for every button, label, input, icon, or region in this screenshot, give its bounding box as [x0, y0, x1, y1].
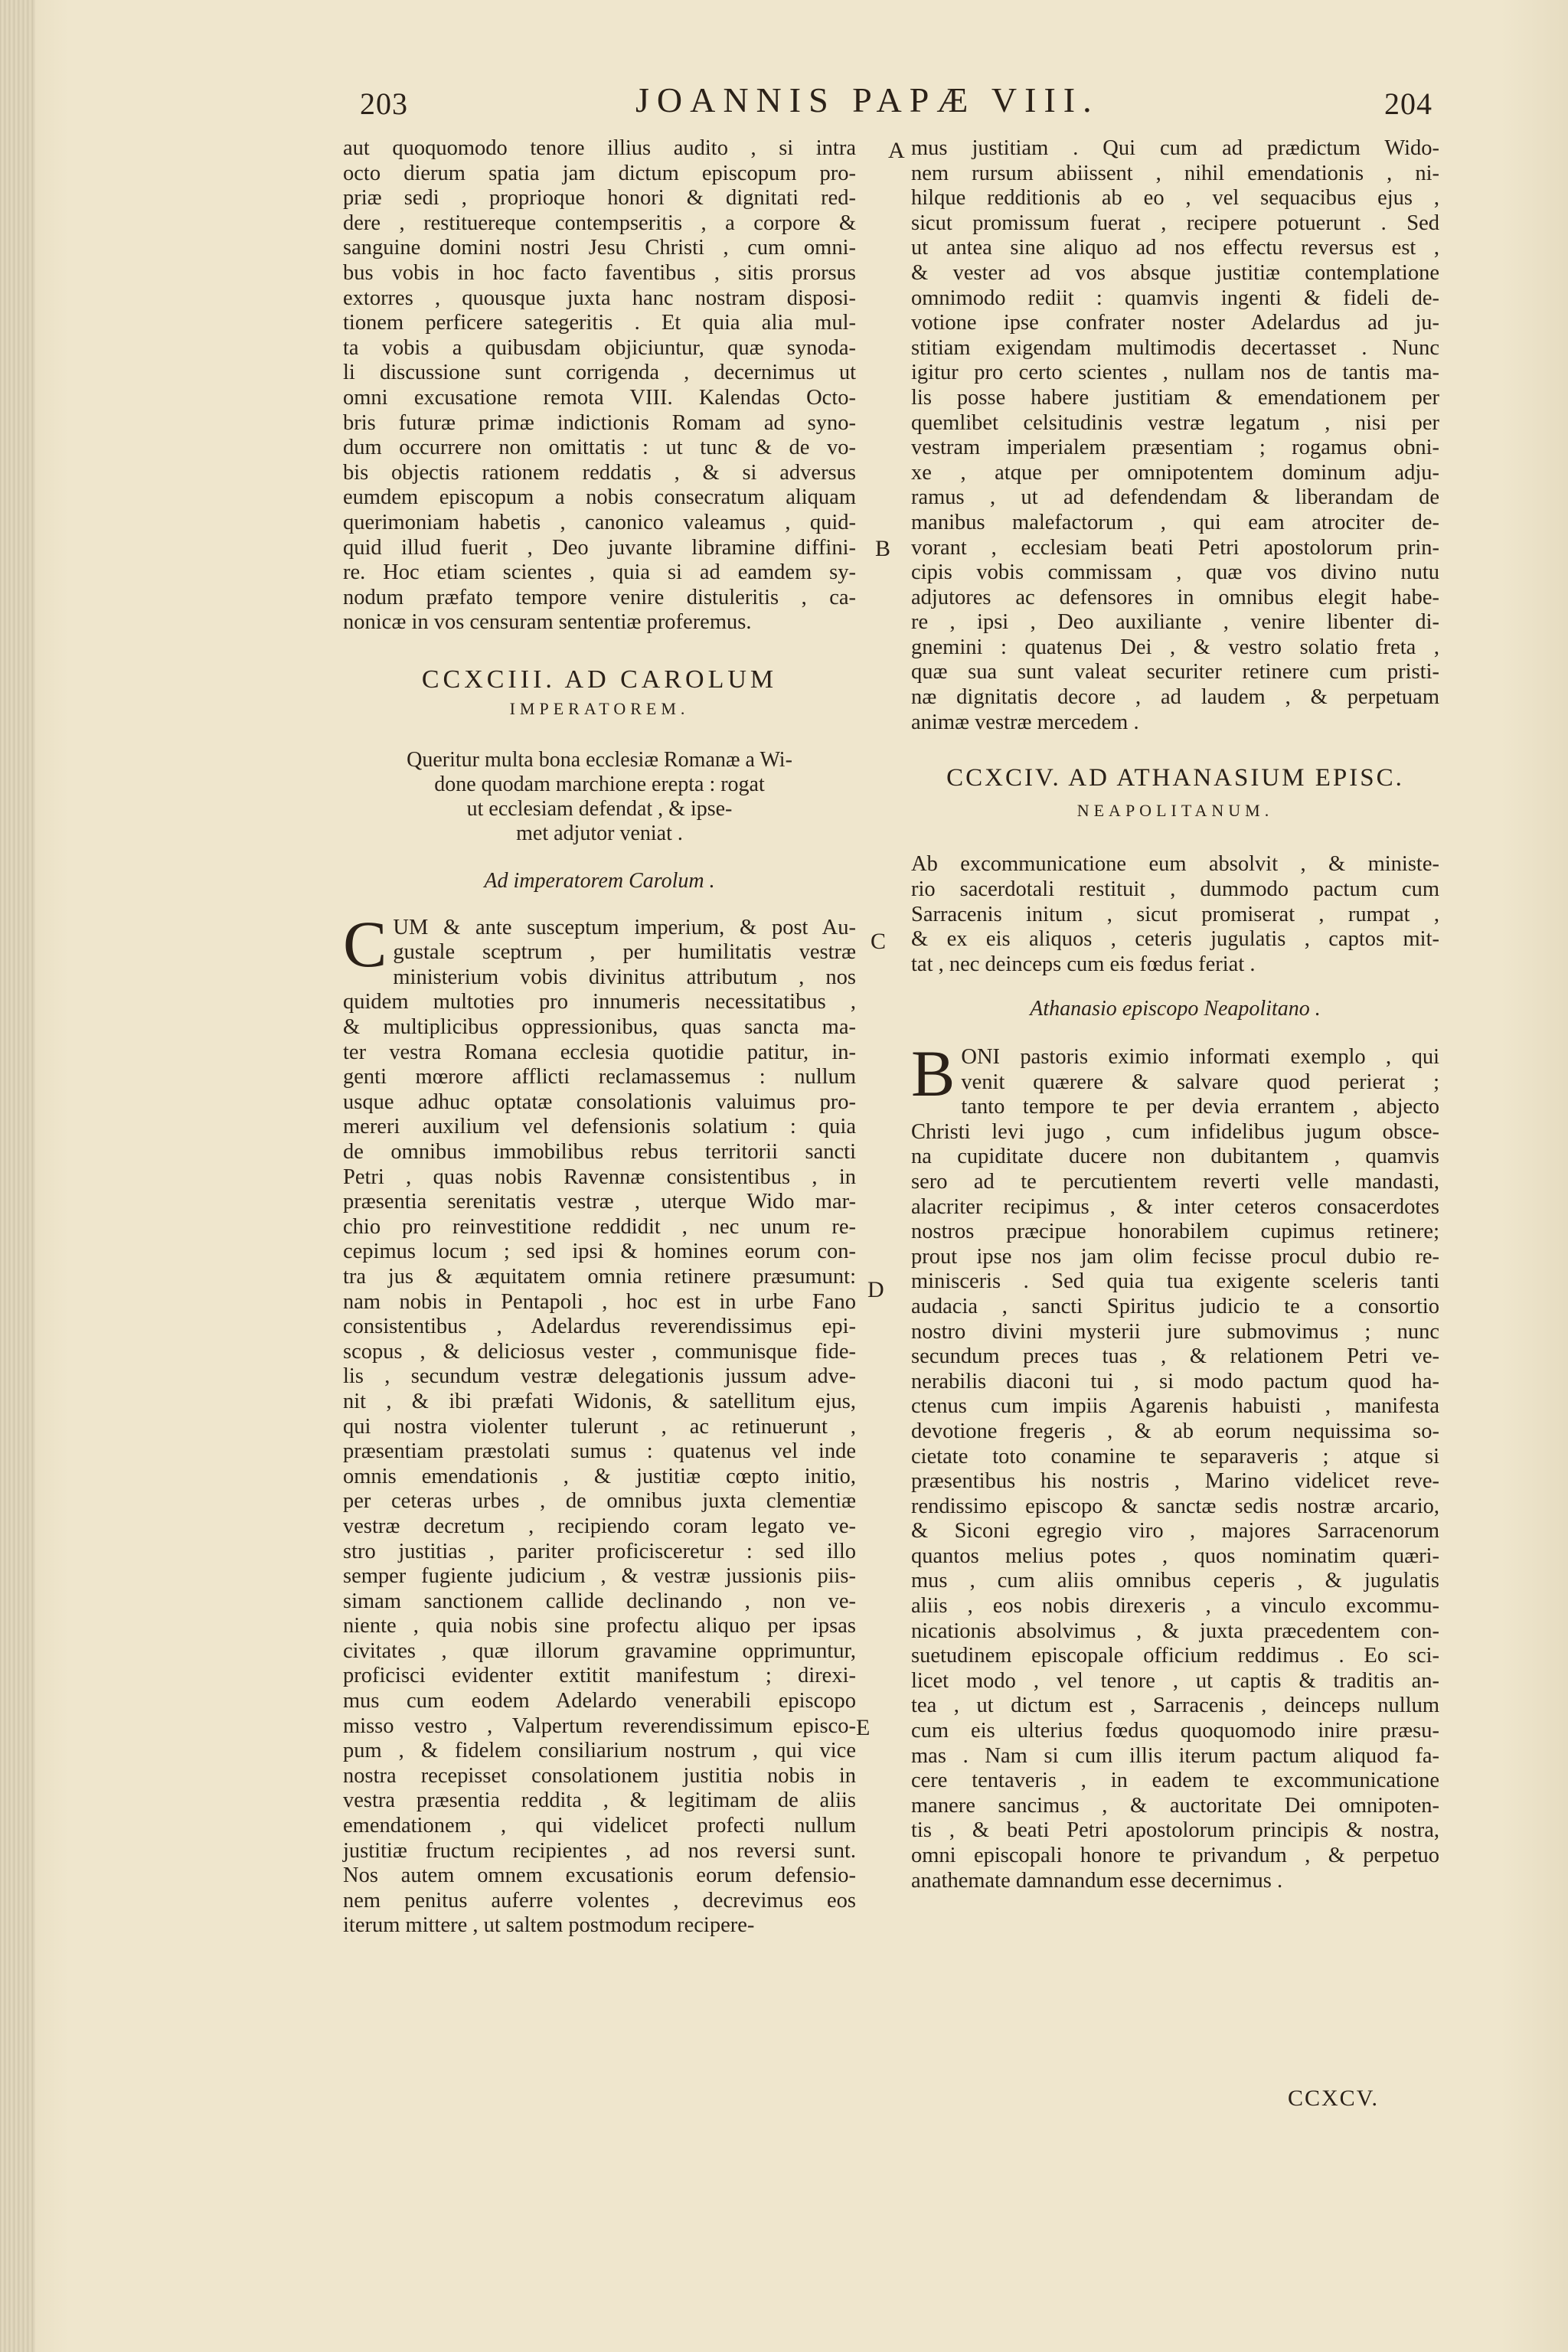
text-line: secundum preces tuas , & relationem Petri ve-: [911, 1344, 1439, 1369]
letter-summary-ccxciv: [911, 852, 1439, 977]
text-line: mereri auxilium vel defensionis solatium : quia: [343, 1115, 856, 1139]
text-line: li discussione sunt corrigenda , decernimus ut: [343, 361, 856, 385]
folio-right: 204: [1384, 87, 1432, 121]
right-intro-text: [911, 136, 1439, 735]
text-line: ut antea sine aliquo ad nos effectu reversus est ,: [911, 236, 1439, 260]
text-line: vestram imperialem præsentiam ; rogamus obni-: [911, 436, 1439, 460]
text-line: mus , cum aliis omnibus ceperis , & jugulatis: [911, 1569, 1439, 1593]
text-line: lis , secundum vestræ delegationis jussum adve-: [343, 1364, 856, 1389]
dropcap-c: C: [343, 906, 387, 981]
text-line: rio sacerdotali restituit , dummodo pactum cum: [911, 877, 1439, 902]
text-line: vorant , ecclesiam beati Petri apostolorum prin-: [911, 535, 1439, 560]
text-line: sicut promissum fuerat , recipere potuerunt . Sed: [911, 211, 1439, 235]
text-line: ter vestra Romana ecclesia quotidie patitur, in-: [343, 1040, 856, 1064]
folio-left: 203: [360, 87, 408, 121]
text-line: mus cum eodem Adelardo venerabili episcopo: [343, 1689, 856, 1713]
text-line: ministerium vobis divinitus attributum , nos: [393, 965, 856, 989]
text-line: Petri , quas nobis Ravennæ consistentibus , in: [343, 1165, 856, 1189]
text-line: quantos melius potes , quos nominatim quæri-: [911, 1544, 1439, 1568]
text-line: ctenus cum impiis Agarenis habuisti , manifesta: [911, 1394, 1439, 1419]
text-line: omnimodo rediit : quamvis ingenti & fideli de-: [911, 286, 1439, 310]
text-line: nem penitus auferre volentes , decrevimus eos: [343, 1888, 856, 1913]
right-column: [911, 136, 1439, 1893]
text-line: Sarracenis initum , sicut promiserat , rumpat ,: [911, 902, 1439, 926]
catchword: CCXCV.: [1288, 2086, 1379, 2111]
text-line: præsentibus his nostris , Marino videlicet reve-: [911, 1469, 1439, 1494]
text-line: omnis emendationis , & justitiæ cœpto initio,: [343, 1464, 856, 1488]
text-line: Ab excommunicatione eum absolvit , & ministe-: [911, 852, 1439, 877]
text-line: semper fugiente judicium , & vestræ jussionis piis-: [343, 1564, 856, 1589]
text-line: rendissimo episcopo & sanctæ sedis nostræ arcario,: [911, 1494, 1439, 1518]
text-line: præsentiam præstolati sumus : quatenus vel inde: [343, 1439, 856, 1464]
text-line: re , ipsi , Deo auxiliante , venire libenter di-: [911, 610, 1439, 635]
text-line: & vester ad vos absque justitiæ contemplatione: [911, 260, 1439, 285]
text-line: genti mœrore afflicti reclamassemus : nullum: [343, 1065, 856, 1089]
text-line: omni episcopali honore te privandum , & perpetuo: [911, 1844, 1439, 1867]
text-line: de omnibus immobilibus rebus territorii sancti: [343, 1140, 856, 1164]
text-line: mus justitiam . Qui cum ad prædictum Wido-: [911, 136, 1439, 160]
text-line: qui nostra violenter tulerunt , ac retinuerunt ,: [343, 1414, 856, 1439]
text-line: misso vestro , Valpertum reverendissimum episco-: [343, 1713, 856, 1738]
text-line: emendationem , qui videlicet profecti nullum: [343, 1814, 856, 1838]
text-line: nam nobis in Pentapoli , hoc est in urbe Fano: [343, 1289, 856, 1314]
text-line: igitur pro certo scientes , nullam nos de tantis ma-: [911, 361, 1439, 385]
letter-address-ccxciv: Athanasio episcopo Neapolitano .: [1030, 997, 1321, 1021]
margin-letter-e: E: [856, 1715, 871, 1740]
margin-letter-d: D: [867, 1277, 884, 1302]
text-line: na cupiditate ducere non dubitantem , quamvis: [911, 1145, 1439, 1169]
text-line: re. Hoc etiam scientes , quia si ad eamdem sy-: [343, 560, 856, 585]
text-line: audacia , sancti Spiritus judicio te a consortio: [911, 1294, 1439, 1318]
text-line: næ dignitatis decore , ad laudem , & perpetuam: [911, 685, 1439, 710]
text-line: prout ipse nos jam olim fecisse procul dubio re-: [911, 1244, 1439, 1269]
left-intro-text: [343, 136, 856, 635]
text-line: præsentia serenitatis vestræ , uterque Wido mar-: [343, 1190, 856, 1214]
text-line: adjutores ac defensores in omnibus elegit habe-: [911, 585, 1439, 609]
margin-letter-b: B: [875, 536, 891, 561]
running-title: JOANNIS PAPÆ VIII.: [635, 80, 1099, 119]
text-line: dum occurrere non omittatis : ut tunc & de vo-: [343, 436, 856, 460]
text-line: tis , & beati Petri apostolorum principis & nostra,: [911, 1818, 1439, 1843]
body-first-line: ONI pastoris eximio informati exemplo , qui: [961, 1045, 1439, 1069]
text-line: proficisci evidenter extitit manifestum ; direxi-: [343, 1664, 856, 1688]
text-line: alacriter recipimus , & inter ceteros consacerdotes: [911, 1194, 1439, 1219]
text-line: xe , atque per omnipotentem dominum adju-: [911, 460, 1439, 485]
text-line: quid illud fuerit , Deo juvante libramine diffini-: [343, 535, 856, 560]
text-line: sanguine domini nostri Jesu Christi , cum omni-: [343, 236, 856, 260]
text-line: justitiæ fructum recipientes , ad nos reversi sunt.: [343, 1838, 856, 1863]
text-line: bris futuræ primæ indictionis Romam ad syno-: [343, 410, 856, 435]
text-line: anathemate damnandum esse decernimus .: [911, 1868, 1283, 1893]
text-line: nerabilis diaconi tui , si modo pactum quod ha-: [911, 1369, 1439, 1393]
text-line: ut ecclesiam defendat , & ipse-: [466, 797, 733, 822]
text-line: quidem multoties pro innumeris necessitatibus ,: [343, 990, 856, 1014]
text-line: iterum mittere , ut saltem postmodum recipere-: [343, 1913, 755, 1938]
text-line: lis posse habere justitiam & emendationem per: [911, 385, 1439, 410]
text-line: cum eis ulterius fœdus quoquomodo inire præsu-: [911, 1719, 1439, 1743]
text-line: bus vobis in hoc facto faventibus , sitis prorsus: [343, 260, 856, 285]
text-line: hilque redditionis ab eo , vel sequacibus ejus ,: [911, 186, 1439, 211]
text-line: & ex eis aliquos , ceteris jugulatis , captos mit-: [911, 927, 1439, 952]
text-line: minisceris . Sed quia tua exigente sceleris tanti: [911, 1269, 1439, 1294]
text-line: extorres , quousque juxta hanc nostram disposi-: [343, 286, 856, 310]
page-edge: [0, 0, 35, 2352]
text-line: per ceteras urbes , de omnibus juxta clementiæ: [343, 1489, 856, 1514]
text-line: civitates , quæ illorum gravamine opprimuntur,: [343, 1638, 856, 1663]
letter-body-ccxciv: [911, 1037, 1439, 1893]
text-line: nostros præcipue honorabilem cupimus retinere;: [911, 1220, 1439, 1244]
text-line: nodum præfato tempore venire distuleritis , ca-: [343, 585, 856, 609]
letter-summary-ccxciii: [343, 748, 856, 846]
text-line: simam sanctionem callide declinando , non ve-: [343, 1589, 856, 1613]
text-line: votione ipse confrater noster Adelardus ad ju-: [911, 311, 1439, 335]
text-line: vestræ decretum , recipiendo coram legato ve-: [343, 1514, 856, 1538]
text-line: chio pro reinvestitione reddidit , nec unum re-: [343, 1214, 856, 1239]
text-line: ta vobis a quibusdam objiciuntur, quæ synoda-: [343, 335, 856, 360]
text-line: tat , nec deinceps cum eis fœdus feriat .: [911, 952, 1256, 976]
text-line: nit , & ibi præfati Widonis, & satellitum ejus,: [343, 1389, 856, 1413]
text-line: venit quærere & salvare quod perierat ;: [961, 1070, 1439, 1094]
text-line: gustale sceptrum , per humilitatis vestræ: [393, 940, 856, 965]
text-line: nostra recepisset consolationem justitia nobis in: [343, 1763, 856, 1788]
text-line: cere tentaveris , in eadem te excommunicatione: [911, 1769, 1439, 1793]
text-line: suetudinem episcopale officium reddimus . Eo sci-: [911, 1644, 1439, 1668]
text-line: nostro divini mysterii jure submovimus ; nunc: [911, 1319, 1439, 1344]
letter-heading-ccxciv: CCXCIV. AD ATHANASIUM EPISC.: [946, 764, 1404, 792]
text-line: & multiplicibus oppressionibus, quas sancta ma-: [343, 1015, 856, 1040]
margin-letter-c: C: [871, 929, 887, 954]
text-line: gnemini : quatenus Dei , & vestro solatio freta ,: [911, 635, 1439, 659]
text-line: scopus , & deliciosus vester , communisque fide-: [343, 1339, 856, 1364]
text-line: nonicæ in vos censuram sententiæ proferemus.: [343, 610, 752, 635]
text-line: devotione fregeris , & ab eorum nequissima so-: [911, 1419, 1439, 1443]
text-line: done quodam marchione erepta : rogat: [434, 773, 765, 797]
text-line: ramus , ut ad defendendam & liberandam de: [911, 485, 1439, 510]
text-line: dere , restituereque contempseritis , a corpore &: [343, 211, 856, 235]
body-first-line: UM & ante susceptum imperium, & post Au-: [393, 915, 856, 939]
text-line: tanto tempore te per devia errantem , abjecto: [961, 1095, 1439, 1119]
text-line: licet modo , vel tenore , ut captis & traditis an-: [911, 1668, 1439, 1693]
text-line: pum , & fidelem consiliarium nostrum , qui vice: [343, 1739, 856, 1763]
text-line: priæ sedi , proprioque honori & dignitati red-: [343, 186, 856, 211]
text-line: nicationis absolvimus , & juxta præcedentem con-: [911, 1619, 1439, 1643]
text-line: Nos autem omnem excusationis eorum defensio-: [343, 1864, 856, 1888]
letter-body-ccxciii: [343, 906, 856, 1939]
text-line: usque adhuc optatæ consolationis valuimus pro-: [343, 1089, 856, 1114]
dropcap-b: B: [911, 1037, 956, 1110]
text-line: omni excusatione remota VIII. Kalendas Octo-: [343, 385, 856, 410]
letter-subheading-ccxciv: NEAPOLITANUM.: [1076, 800, 1274, 820]
text-line: animæ vestræ mercedem .: [911, 710, 1139, 734]
text-line: cietate toto conamine te separaveris ; atque si: [911, 1444, 1439, 1468]
margin-letter-a: A: [888, 138, 905, 163]
text-line: mas . Nam si cum illis iterum pactum aliquod fa-: [911, 1743, 1439, 1768]
text-line: quæ sua sunt valeat securiter retinere cum pristi-: [911, 660, 1439, 684]
text-line: cipis vobis commissam , quæ vos divino nutu: [911, 560, 1439, 585]
text-line: niente , quia nobis sine profectu aliquo per ipsas: [343, 1614, 856, 1638]
text-line: bis objectis rationem reddatis , & si adversus: [343, 460, 856, 485]
text-line: octo dierum spatia jam dictum episcopum pro-: [343, 161, 856, 185]
left-column: [343, 136, 856, 1939]
text-line: tra jus & æquitatem omnia retinere præsumunt:: [343, 1264, 856, 1289]
text-line: eumdem episcopum a nobis consecratum aliquam: [343, 485, 856, 510]
text-line: nem rursum abiissent , nihil emendationis , ni-: [911, 161, 1439, 185]
text-line: aut quoquomodo tenore illius audito , si intra: [343, 136, 856, 160]
text-line: & Siconi egregio viro , majores Sarracenorum: [911, 1519, 1439, 1544]
text-line: met adjutor veniat .: [516, 822, 683, 846]
text-line: tea , ut dictum est , Sarracenis , deinceps nullum: [911, 1694, 1439, 1718]
text-line: consistentibus , Adelardus reverendissimus epi-: [343, 1315, 856, 1339]
letter-address-ccxciii: Ad imperatorem Carolum .: [484, 869, 715, 893]
text-line: Christi levi jugo , cum infidelibus jugum obsce-: [911, 1119, 1439, 1144]
text-line: cepimus locum ; sed ipsi & homines eorum con-: [343, 1240, 856, 1264]
text-line: aliis , eos nobis direxeris , a vinculo excommu-: [911, 1594, 1439, 1619]
text-line: Queritur multa bona ecclesiæ Romanæ a Wi-: [407, 748, 792, 773]
text-line: sero ad te percutientem reverti velle mandasti,: [911, 1169, 1439, 1194]
text-line: quemlibet celsitudinis vestræ legatum , nisi per: [911, 410, 1439, 435]
text-line: querimoniam habetis , canonico valeamus , quid-: [343, 510, 856, 534]
text-line: vestra præsentia reddita , & legitimam de aliis: [343, 1788, 856, 1813]
text-line: stitiam exigendam multimodis decertasset . Nunc: [911, 335, 1439, 360]
letter-subheading-ccxciii: IMPERATOREM.: [509, 699, 690, 719]
text-line: manere sancimus , & auctoritate Dei omnipoten-: [911, 1793, 1439, 1818]
text-line: manibus malefactorum , qui eam atrociter de-: [911, 510, 1439, 534]
text-line: tionem perficere sategeritis . Et quia alia mul-: [343, 311, 856, 335]
letter-heading-ccxciii: CCXCIII. AD CAROLUM: [421, 665, 778, 694]
text-line: stro justitias , pariter proficisceretur : sed illo: [343, 1539, 856, 1563]
